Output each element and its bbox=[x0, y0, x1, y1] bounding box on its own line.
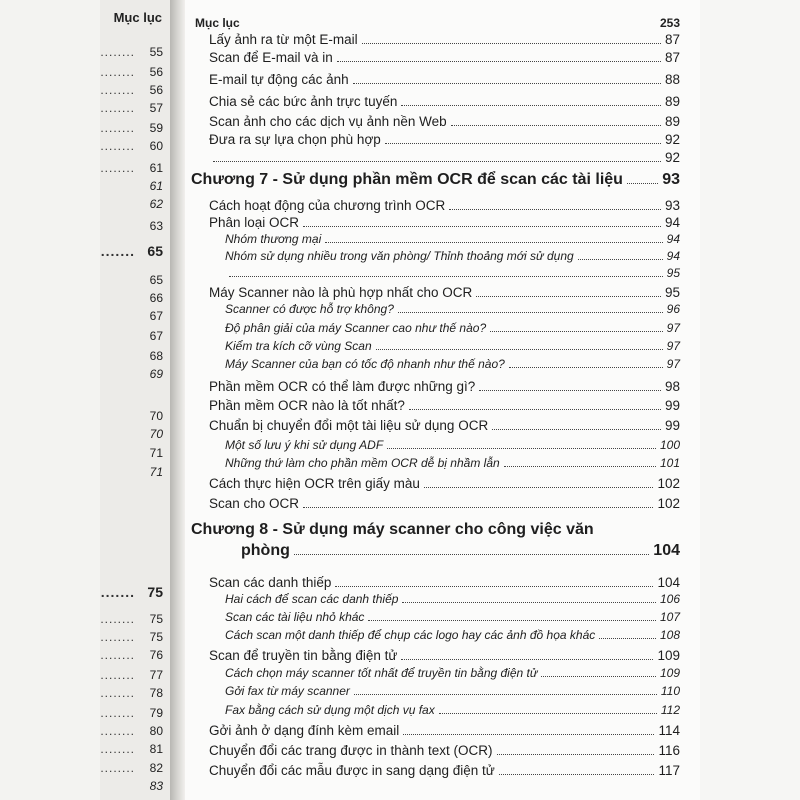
toc-leader-dots bbox=[403, 734, 654, 735]
toc-subsection-entry bbox=[225, 321, 680, 335]
left-page-number: 67 bbox=[149, 309, 163, 323]
toc-entry-title: Cách scan một danh thiếp để chụp các logo hay các ảnh đồ họa khác bbox=[225, 628, 596, 642]
toc-leader-dots bbox=[387, 448, 656, 449]
left-page-number: ..... 56 bbox=[100, 65, 163, 79]
left-page-number: ..... 75 bbox=[100, 584, 163, 600]
left-page-number: ..... 79 bbox=[100, 706, 163, 720]
toc-section-entry bbox=[209, 379, 680, 394]
toc-entry-title: Gởi ảnh ở dạng đính kèm email bbox=[209, 723, 400, 738]
toc-section-entry bbox=[209, 32, 680, 47]
toc-subsection-entry bbox=[225, 339, 680, 353]
toc-page-number: 95 bbox=[664, 285, 680, 300]
toc-page-number: 93 bbox=[662, 171, 680, 188]
left-page-number: ..... 81 bbox=[100, 742, 163, 756]
left-page-number: ..... 77 bbox=[100, 668, 163, 682]
toc-page-number: 89 bbox=[664, 94, 680, 109]
toc-page-number: 95 bbox=[666, 266, 680, 280]
toc-chapter-entry bbox=[241, 542, 680, 560]
toc-subsection-entry bbox=[225, 438, 680, 452]
left-page-number: 66 bbox=[149, 291, 163, 305]
toc-entry-title: Hai cách để scan các danh thiếp bbox=[225, 592, 399, 606]
toc-page-number: 109 bbox=[657, 648, 680, 663]
left-page-number: ..... 65 bbox=[100, 243, 163, 259]
toc-page-number: 114 bbox=[658, 723, 680, 738]
toc-leader-dots bbox=[504, 466, 656, 467]
toc-subsection-entry bbox=[225, 628, 680, 642]
toc-leader-dots bbox=[385, 143, 661, 144]
toc-leader-dots bbox=[376, 349, 663, 350]
toc-entry-title: Máy Scanner nào là phù hợp nhất cho OCR bbox=[209, 285, 473, 300]
toc-subsection-entry bbox=[225, 266, 680, 280]
toc-section-entry bbox=[209, 496, 680, 511]
toc-page-number: 102 bbox=[657, 476, 680, 491]
left-page-number: 65 bbox=[149, 273, 163, 287]
toc-section-entry bbox=[209, 198, 680, 213]
toc-leader-dots bbox=[490, 331, 663, 332]
left-page-number: ..... 76 bbox=[100, 648, 163, 662]
toc-page-number: 107 bbox=[659, 610, 680, 624]
toc-entry-title: Cách chọn máy scanner tốt nhất để truyền tin bằng điện tử bbox=[225, 666, 538, 680]
toc-subsection-entry bbox=[225, 703, 680, 717]
toc-entry-title: Nhóm sử dụng nhiều trong văn phòng/ Thỉnh thoảng mới sử dụng bbox=[225, 249, 574, 263]
toc-entry-title: Lấy ảnh ra từ một E-mail bbox=[209, 32, 358, 47]
toc-entry-title: Scanner có được hỗ trợ không? bbox=[225, 302, 394, 316]
toc-leader-dots bbox=[368, 620, 656, 621]
left-page-number: 63 bbox=[149, 219, 163, 233]
toc-subsection-entry bbox=[225, 684, 680, 698]
toc-leader-dots bbox=[599, 638, 656, 639]
toc-page-number: 87 bbox=[664, 32, 680, 47]
toc-entry-title: Scan cho OCR bbox=[209, 496, 300, 511]
left-page-number: ..... 56 bbox=[100, 83, 163, 97]
toc-leader-dots bbox=[541, 676, 656, 677]
toc-page-number: 108 bbox=[659, 628, 680, 642]
toc-subsection-entry bbox=[225, 357, 680, 371]
left-page-number: ..... 55 bbox=[100, 45, 163, 59]
toc-section-entry bbox=[209, 132, 680, 147]
toc-entry-title: Chuẩn bị chuyển đổi một tài liệu sử dụng OCR bbox=[209, 418, 489, 433]
left-page-number: ..... 82 bbox=[100, 761, 163, 775]
left-page-number: ..... 61 bbox=[100, 161, 163, 175]
toc-entry-title: phòng bbox=[241, 542, 290, 559]
toc-page-number: 117 bbox=[658, 763, 680, 778]
toc-entry-title: Gởi fax từ máy scanner bbox=[225, 684, 350, 698]
toc-leader-dots bbox=[627, 183, 658, 184]
toc-page-number: 93 bbox=[664, 198, 680, 213]
toc-leader-dots bbox=[449, 209, 661, 210]
toc-leader-dots bbox=[325, 242, 662, 243]
left-page-number: 70 bbox=[149, 409, 163, 423]
toc-leader-dots bbox=[578, 259, 663, 260]
toc-page-number: 106 bbox=[659, 592, 680, 606]
left-page-number: ..... 57 bbox=[100, 101, 163, 115]
toc-leader-dots bbox=[476, 296, 661, 297]
page-header-title: Mục lục bbox=[195, 16, 240, 30]
toc-section-entry bbox=[209, 575, 680, 590]
toc-entry-title: Nhóm thương mại bbox=[225, 232, 322, 246]
toc-leader-dots bbox=[362, 43, 661, 44]
toc-subsection-entry bbox=[225, 456, 680, 470]
toc-section-entry bbox=[209, 398, 680, 413]
toc-entry-title: Scan ảnh cho các dịch vụ ảnh nền Web bbox=[209, 114, 447, 129]
toc-section-entry bbox=[209, 94, 680, 109]
toc-leader-dots bbox=[353, 83, 661, 84]
toc-page-number: 87 bbox=[664, 50, 680, 65]
toc-page-number: 89 bbox=[664, 114, 680, 129]
toc-entry-title: Đưa ra sự lựa chọn phù hợp bbox=[209, 132, 381, 147]
toc-entry-title: E-mail tự động các ảnh bbox=[209, 72, 349, 87]
toc-section-entry bbox=[209, 723, 680, 738]
toc-page-number: 92 bbox=[664, 132, 680, 147]
left-page-number: 71 bbox=[149, 465, 163, 479]
toc-page-number: 92 bbox=[664, 150, 680, 165]
toc-leader-dots bbox=[479, 390, 661, 391]
toc-entry-title: Scan để E-mail và in bbox=[209, 50, 333, 65]
toc-leader-dots bbox=[424, 487, 654, 488]
toc-subsection-entry bbox=[225, 610, 680, 624]
page-header-number: 253 bbox=[659, 16, 680, 30]
toc-leader-dots bbox=[492, 429, 661, 430]
toc-section-entry bbox=[209, 150, 680, 165]
toc-page-number: 104 bbox=[653, 542, 680, 559]
toc-entry-title: Scan các tài liệu nhỏ khác bbox=[225, 610, 365, 624]
left-page-number: ..... 60 bbox=[100, 139, 163, 153]
toc-leader-dots bbox=[402, 602, 656, 603]
toc-entry-title: Độ phân giải của máy Scanner cao như thế nào? bbox=[225, 321, 487, 335]
toc-subsection-entry bbox=[225, 592, 680, 606]
toc-section-entry bbox=[209, 743, 680, 758]
toc-entry-title: Một số lưu ý khi sử dụng ADF bbox=[225, 438, 384, 452]
left-page-number: 61 bbox=[149, 179, 163, 193]
toc-page-number: 97 bbox=[666, 357, 680, 371]
toc-leader-dots bbox=[335, 586, 653, 587]
toc-entry-title: Phần mềm OCR có thể làm được những gì? bbox=[209, 379, 476, 394]
book-gutter bbox=[170, 0, 185, 800]
left-page-number: 71 bbox=[149, 446, 163, 460]
background-surface bbox=[700, 0, 800, 800]
toc-page-number: 99 bbox=[664, 418, 680, 433]
toc-section-entry bbox=[209, 763, 680, 778]
toc-page-number: 100 bbox=[659, 438, 680, 452]
toc-leader-dots bbox=[401, 105, 661, 106]
toc-section-entry bbox=[209, 50, 680, 65]
toc-leader-dots bbox=[337, 61, 661, 62]
toc-leader-dots bbox=[439, 713, 657, 714]
toc-leader-dots bbox=[294, 554, 649, 555]
toc-section-entry bbox=[209, 215, 680, 230]
left-page-number: ..... 78 bbox=[100, 686, 163, 700]
toc-page-number: 88 bbox=[664, 72, 680, 87]
left-page-number: 69 bbox=[149, 367, 163, 381]
toc-section-entry bbox=[209, 418, 680, 433]
left-page-number: 67 bbox=[149, 329, 163, 343]
toc-leader-dots bbox=[229, 276, 663, 277]
toc-entry-title: Kiểm tra kích cỡ vùng Scan bbox=[225, 339, 372, 353]
toc-leader-dots bbox=[213, 161, 661, 162]
toc-entry-title: Chuyển đổi các mẫu được in sang dạng điện tử bbox=[209, 763, 495, 778]
toc-leader-dots bbox=[409, 409, 661, 410]
toc-page-number: 98 bbox=[664, 379, 680, 394]
toc-section-entry bbox=[209, 285, 680, 300]
toc-page-number: 96 bbox=[666, 302, 680, 316]
toc-leader-dots bbox=[451, 125, 661, 126]
toc-entry-title: Cách thực hiện OCR trên giấy màu bbox=[209, 476, 420, 491]
toc-page-number: 94 bbox=[666, 249, 680, 263]
toc-subsection-entry bbox=[225, 666, 680, 680]
toc-entry-title: Cách hoạt động của chương trình OCR bbox=[209, 198, 446, 213]
toc-page-number: 110 bbox=[660, 684, 680, 698]
toc-entry-title: Scan các danh thiếp bbox=[209, 575, 332, 590]
toc-section-entry bbox=[209, 72, 680, 87]
toc-entry-title: Phân loại OCR bbox=[209, 215, 300, 230]
toc-section-entry bbox=[209, 648, 680, 663]
toc-page-number: 97 bbox=[666, 321, 680, 335]
left-page-number: ..... 75 bbox=[100, 630, 163, 644]
toc-page-number: 101 bbox=[659, 456, 680, 470]
toc-entry-title: Chuyển đổi các trang được in thành text (OCR) bbox=[209, 743, 493, 758]
toc-section-entry bbox=[209, 476, 680, 491]
toc-leader-dots bbox=[303, 507, 653, 508]
right-page bbox=[185, 0, 700, 800]
toc-page-number: 97 bbox=[666, 339, 680, 353]
toc-entry-title: Máy Scanner của bạn có tốc độ nhanh như thế nào? bbox=[225, 357, 505, 371]
toc-section-entry bbox=[209, 114, 680, 129]
toc-subsection-entry bbox=[225, 302, 680, 316]
left-page-number: 68 bbox=[149, 349, 163, 363]
toc-page-number: 99 bbox=[664, 398, 680, 413]
toc-page-number: 104 bbox=[657, 575, 680, 590]
toc-chapter-entry bbox=[191, 521, 680, 539]
toc-leader-dots bbox=[354, 694, 657, 695]
toc-leader-dots bbox=[303, 226, 661, 227]
left-page-number: ..... 75 bbox=[100, 612, 163, 626]
toc-subsection-entry bbox=[225, 249, 680, 263]
toc-entry-title: Scan để truyền tin bằng điện tử bbox=[209, 648, 398, 663]
toc-page-number: 94 bbox=[664, 215, 680, 230]
left-page-number: ..... 80 bbox=[100, 724, 163, 738]
toc-entry-title: Chia sẻ các bức ảnh trực tuyến bbox=[209, 94, 398, 109]
toc-leader-dots bbox=[499, 774, 655, 775]
left-page-number: ..... 59 bbox=[100, 121, 163, 135]
toc-leader-dots bbox=[497, 754, 655, 755]
left-page-number: 62 bbox=[149, 197, 163, 211]
toc-entry-title: Chương 7 - Sử dụng phần mềm OCR để scan các tài liệu bbox=[191, 171, 623, 188]
toc-page-number: 112 bbox=[660, 703, 680, 717]
toc-page-number: 102 bbox=[657, 496, 680, 511]
toc-page-number: 109 bbox=[659, 666, 680, 680]
toc-leader-dots bbox=[509, 367, 663, 368]
toc-page-number: 94 bbox=[666, 232, 680, 246]
left-page-number: 83 bbox=[149, 779, 163, 793]
left-page-number: 70 bbox=[149, 427, 163, 441]
toc-chapter-entry bbox=[191, 171, 680, 189]
left-page bbox=[100, 0, 170, 800]
toc-entry-title: Phần mềm OCR nào là tốt nhất? bbox=[209, 398, 405, 413]
toc-leader-dots bbox=[401, 659, 653, 660]
left-page-header: Mục lục bbox=[113, 10, 162, 25]
toc-entry-title: Chương 8 - Sử dụng máy scanner cho công việc văn bbox=[191, 521, 594, 538]
toc-entry-title: Những thứ làm cho phần mềm OCR dễ bị nhầm lẫn bbox=[225, 456, 500, 470]
toc-subsection-entry bbox=[225, 232, 680, 246]
toc-leader-dots bbox=[398, 312, 663, 313]
toc-page-number: 116 bbox=[658, 743, 680, 758]
toc-entry-title: Fax bằng cách sử dụng một dịch vụ fax bbox=[225, 703, 435, 717]
